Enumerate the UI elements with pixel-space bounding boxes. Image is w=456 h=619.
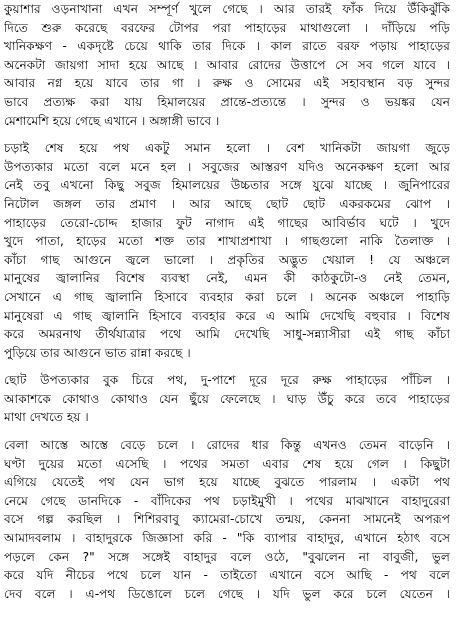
text-line: কাঁচা গাছ আগুনে জ্বলে ভালো । প্রকৃতির অদ্ভুত খেয়াল ! যে অঞ্চলে	[4, 252, 450, 267]
text-line: আমাদবলাম । বাহাদুরকে জিজ্ঞাসা করি - "কি ব্যাপার বাহাদুর, এখানে হঠাৎ বসে	[4, 531, 450, 546]
text-line: দিতে শুরু করেছে বরফের টোপর পরা পাহাড়ের মাথাগুলো । দাঁড়িয়ে পড়ি	[4, 20, 450, 35]
text-line: মেশামেশি হয়ে গেছে এখানে । অঙ্গাঙ্গী ভাবে ।	[4, 113, 220, 128]
text-line: এগিয়ে যেতেই পথ যেন ভাগ হয়ে যাচ্ছে বুঝতে পারলাম । একটা পথ	[4, 475, 450, 490]
text-line: ছোট উপত্যকার বুক চিরে পথ, দু-পাশে দূরে দূরে রুক্ষ পাহাড়ের পাঁচিল ।	[4, 373, 450, 388]
paragraph-2	[4, 139, 450, 362]
text-line: কুয়াশার ওড়নাখানা এখন সম্পূর্ণ খুলে গেছে । আর তারই ফাঁক দিয়ে উঁকিঝুঁকি	[4, 2, 450, 16]
text-line: বেলা আস্তে আস্তে বেড়ে চলে । রোদের ধার কিন্তু এখনও তেমন বাড়েনি ।	[4, 438, 450, 453]
paragraph-4	[4, 436, 450, 603]
text-line: দেব বলে । এ-পথ ডিঙোলে চলে গেছে । যদি ভুল করে চলে যেতেন ।	[4, 586, 450, 601]
text-line: অনেকটা জায়গা সাদা হয়ে আছে । আবার রোদের উত্তাপে সে সব গলে যাবে ।	[4, 57, 450, 72]
text-line: পাহাড়ের তেরো-চোদ্দ হাজার ফুট নাগাদ এই গাছের আবির্ভাব ঘটে । খুদে	[4, 215, 450, 230]
text-line: পুড়িয়ে তার আগুনে ভাত রান্না করছে ।	[4, 345, 191, 360]
text-line: ঘণ্টা দুয়ের মতো এসেছি । পথের সমতা এবার শেষ হয়ে গেল । কিছুটা	[4, 456, 450, 471]
text-line: বসে গল্প করছিল । শিশিরবাবু ক্যামেরা-চোখে তন্ময়, কেননা সামনেই অপরূপ	[4, 512, 450, 527]
text-line: পড়লে কেন ?" সঙ্গে সঙ্গেই বাহাদুর বলে ওঠে, "বুঝলেন না বাবুজী, ভুল	[4, 549, 450, 564]
text-line: করে যদি নীচের পথে চলে যান - তাইতো এখানে বসে আছি - পথ বলে	[4, 568, 450, 583]
text-line: সেখানে এ গাছ জ্বালানি হিসাবে ব্যবহার করা চলে । অনেক অঞ্চলে পাহাড়ি	[4, 289, 450, 304]
text-line: খানিকক্ষণ - একদৃষ্টে চেয়ে থাকি তার দিকে । কাল রাতে বরফ পড়ায় পাহাড়ের	[4, 39, 450, 54]
text-line: মাথা দেখতে হয় ।	[4, 410, 89, 425]
text-line: উপত্যকার মতো বলে মনে হল । সবুজের আস্তরণ যদিও অনেকক্ষণ হলো আর	[4, 159, 450, 174]
text-line: খুদে পাতা, হাড়ের মতো শক্ত তার শাখাপ্রশাখা । গাছগুলো নাকি তৈলাক্ত ।	[4, 234, 450, 249]
text-line: আকাশকে কোথাও কোথাও যেন ছুঁয়ে ফেলেছে । ঘাড় উঁচু করে তবে পাহাড়ের	[4, 391, 450, 406]
paragraph-1	[4, 0, 450, 130]
text-line: করে অমরনাথ তীর্থযাত্রার পথে আমি দেখেছি সাধু-সন্ন্যাসীরা এই গাছ কাঁচা	[4, 327, 450, 342]
text-line: মানুষের জ্বালানির বিশেষ ব্যবস্থা নেই, এমন কী কাঠকুটো-ও নেই তেমন,	[4, 271, 450, 286]
text-line: চড়াই শেষ হয়ে পথ একটু সমান হলো । বেশ খানিকটা জায়গা জুড়ে	[4, 141, 450, 156]
text-line: নিটোল জঙ্গল তার প্রমাণ । আর আছে ছোট ছোট একরকমের ঝোপ ।	[4, 196, 450, 211]
text-line: ভাবে প্রত্যক্ষ করা যায় হিমালয়ের প্রান্তে-প্রত্যন্তে । সুন্দর ও ভয়ঙ্কর যেন	[4, 94, 450, 109]
text-line: নেই তবু এখনো কিছু সবুজ হিমালয়ের উচ্চতার সঙ্গে যুঝে যাচ্ছে । জুনিপারের	[4, 178, 450, 193]
text-line: মানুষেরা এ গাছ জ্বালানি হিসাবে ব্যবহার করে এ আমি দেখেছি বহুবার । বিশেষ	[4, 308, 450, 323]
paragraph-3	[4, 371, 450, 427]
text-line: আবার নগ্ন হয়ে যাবে তার গা । রুক্ষ ও সোমের এই সহাবস্থান বড় সুন্দর	[4, 76, 450, 91]
text-line: নেমে গেছে ডানদিকে - বাঁদিকের পথ চড়াইমুখী । পথের মাঝখানে বাহাদুরেরা	[4, 493, 450, 508]
